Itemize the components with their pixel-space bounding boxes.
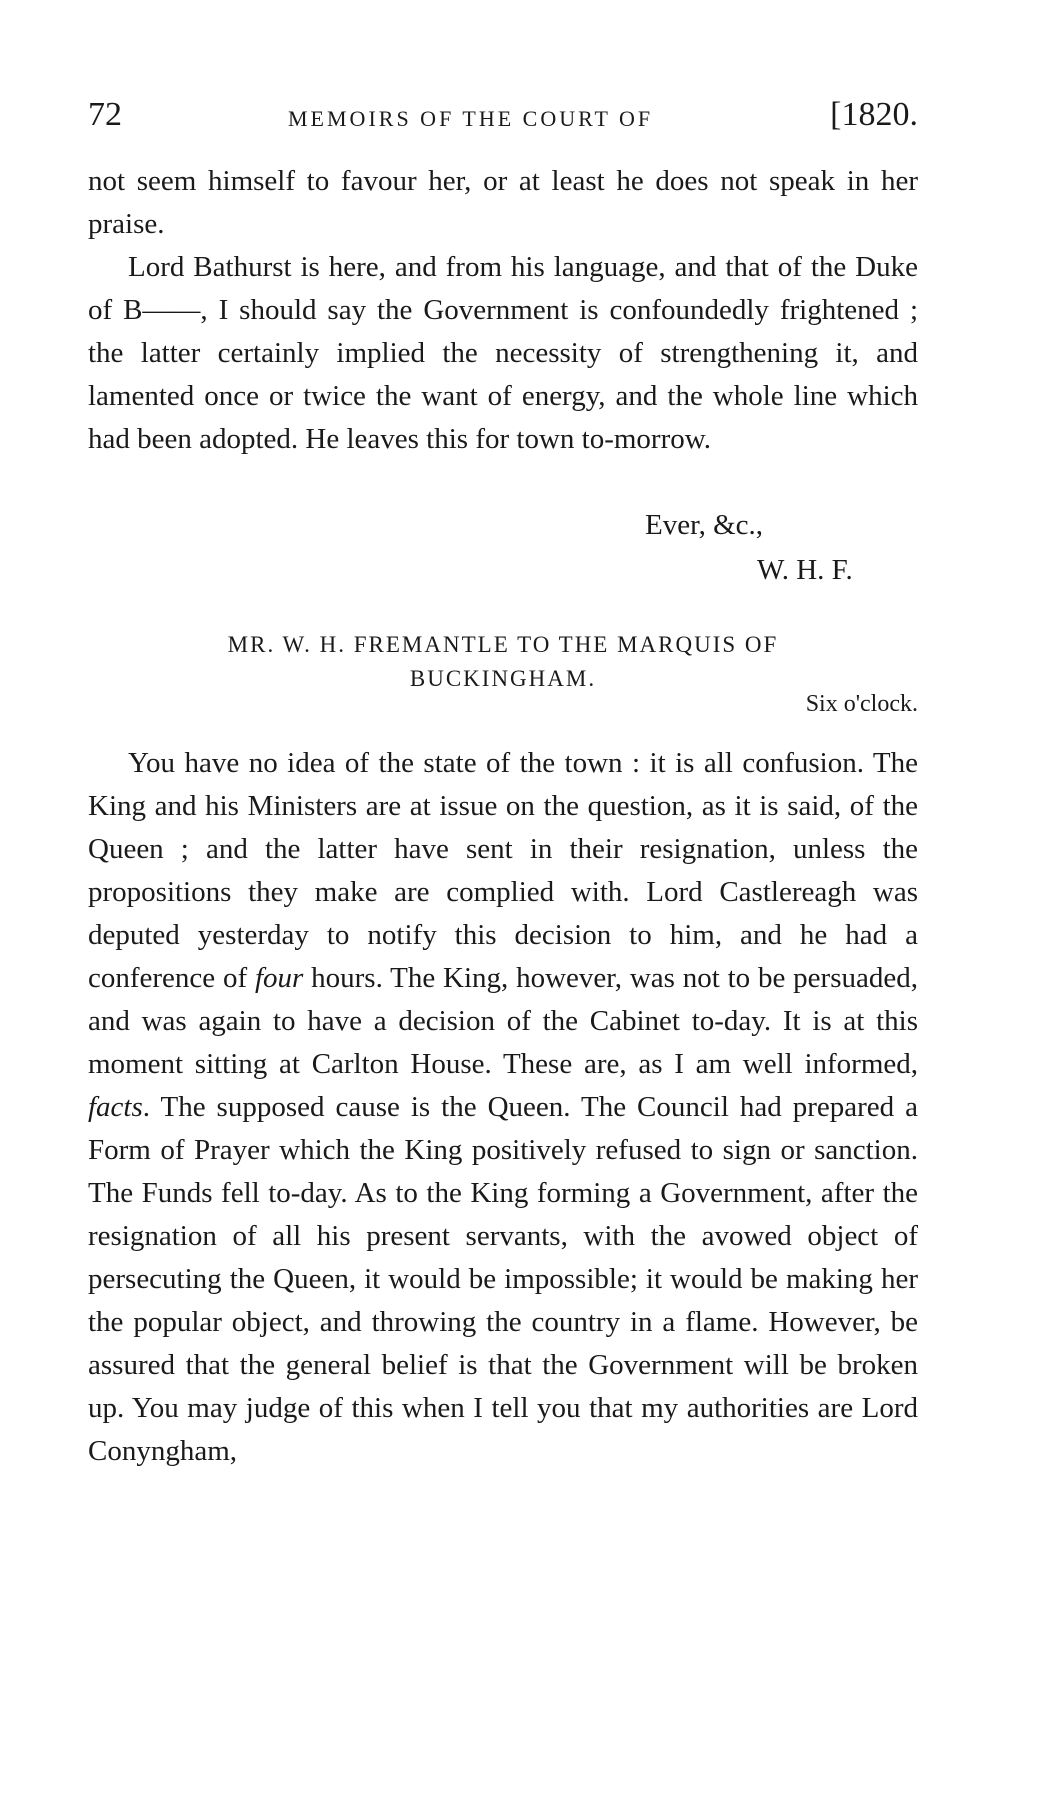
letter-body-continued [88,160,918,461]
letter-heading-line-2: BUCKINGHAM. [409,666,597,691]
paragraph-3-part-1: You have no idea of the state of the town : it is all confusion. The King and his Ministers are at issue on the question, as it is said, of the Queen ; and the latter have sent in their resignation, unless the propositions they make are complied with. Lord Castlereagh was deputed yesterday to notify this decision to him, and he had a conference of [88,747,918,994]
paragraph-1: not seem himself to favour her, or at least he does not speak in her praise. [88,165,918,240]
time-note: Six o'clock. [805,691,918,717]
running-title: MEMOIRS OF THE COURT OF [288,106,654,131]
page-header [88,96,918,140]
signature: W. H. F. [757,554,853,586]
paragraph-3-part-3: . The supposed cause is the Queen. The Council had prepared a Form of Prayer which the King positively refused to sign or sanction. The Funds fell to-day. As to the King forming a Government, after the resignation of all his present servants, with the avowed object of persecuting the Queen, it would be impossible; it would be making her the popular object, and throwing the country in a flame. However, be assured that the general belief is that the Government will be broken up. You may judge of this when I tell you that my authorities are Lord Conyngham, [88,1091,918,1467]
letter-body [88,742,918,1473]
italic-word-four: four [254,962,304,994]
italic-word-facts: facts [88,1091,143,1123]
paragraph-3-part-2: hours. The King, however, was not to be persuaded, and was again to have a decision of the Cabinet to-day. It is at this moment sitting at Carlton House. These are, as I am well informed, [88,962,918,1080]
header-year: [1820. [830,96,918,133]
page-number: 72 [88,96,122,133]
paragraph-3 [88,742,918,1473]
valediction: Ever, &c., [645,509,764,541]
letter-heading-line-1: MR. W. H. FREMANTLE TO THE MARQUIS OF [227,632,779,657]
paragraph-2: Lord Bathurst is here, and from his language, and that of the Duke of B——, I should say the Government is confoundedly frightened ; the latter certainly implied the necessity of strengthening it, and lamented once or twice the want of energy, and the whole line which had been adopted. He leaves this for town to-morrow. [88,251,918,455]
letter-heading [88,628,918,696]
